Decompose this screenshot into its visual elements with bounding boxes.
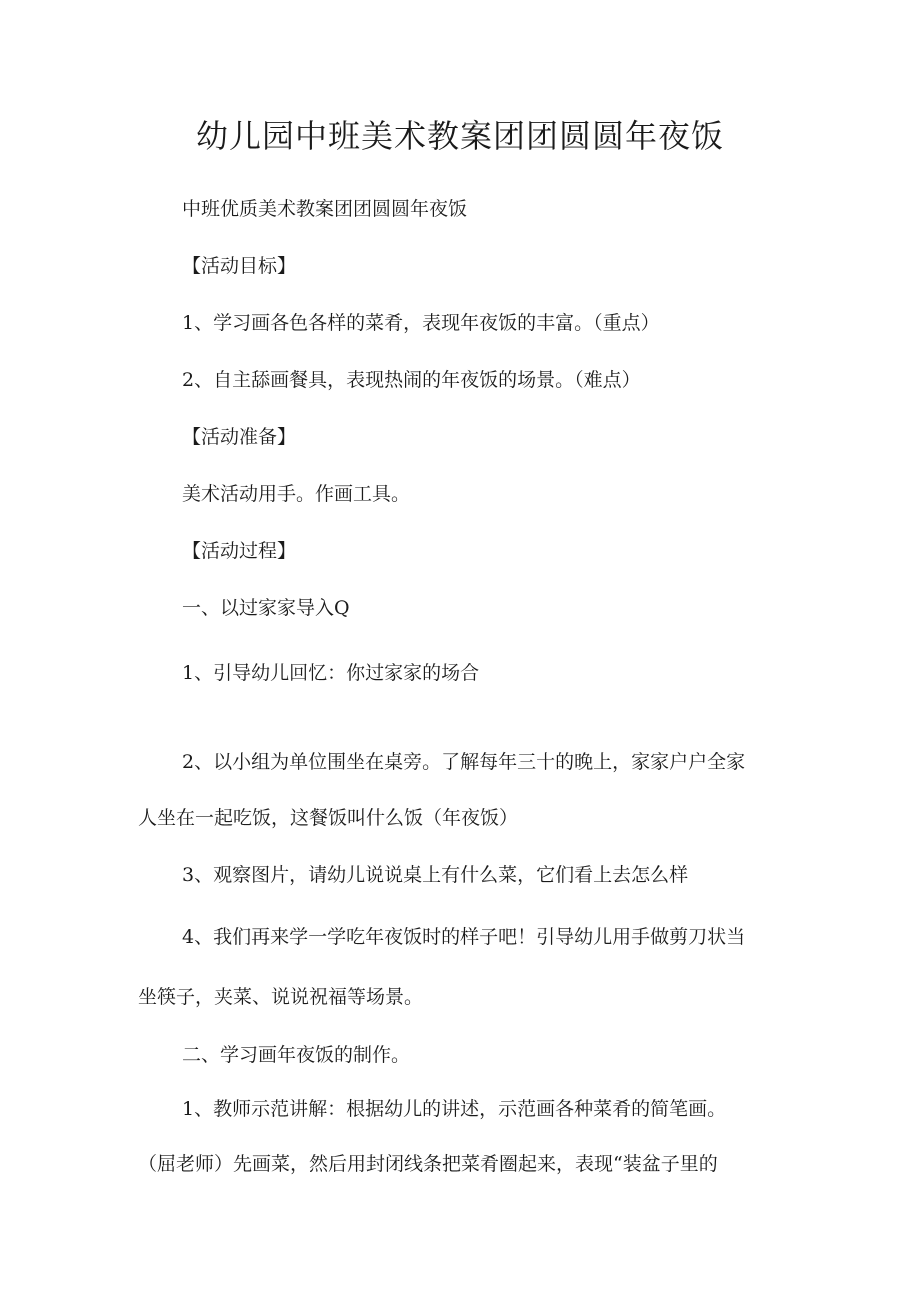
subtitle: 中班优质美术教案团团圆圆年夜饭 bbox=[182, 198, 468, 220]
goal-item-1: 1、学习画各色各样的菜肴，表现年夜饭的丰富。（重点） bbox=[182, 312, 660, 334]
page-title: 幼儿园中班美术教案团团圆圆年夜饭 bbox=[195, 117, 724, 155]
preparation-text: 美术活动用手。作画工具。 bbox=[182, 483, 411, 505]
goal-item-2: 2、自主舔画餐具，表现热闹的年夜饭的场景。（难点） bbox=[182, 369, 641, 391]
process-part-2-heading: 二、学习画年夜饭的制作。 bbox=[182, 1044, 411, 1066]
process-part-1-step-4-line-1: 4、我们再来学一学吃年夜饭时的样子吧！引导幼儿用手做剪刀状当 bbox=[182, 926, 746, 948]
process-part-1-step-2-line-1: 2、以小组为单位围坐在桌旁。了解每年三十的晚上，家家户户全家 bbox=[182, 751, 746, 773]
process-part-2-step-1-line-1: 1、教师示范讲解：根据幼儿的讲述，示范画各种菜肴的简笔画。 bbox=[182, 1098, 727, 1120]
process-part-1-step-4-line-2: 坐筷子，夹菜、说说祝福等场景。 bbox=[138, 986, 424, 1008]
section-heading-process: 【活动过程】 bbox=[182, 540, 297, 562]
process-part-1-heading: 一、以过家家导入Q bbox=[182, 597, 350, 619]
section-heading-goals: 【活动目标】 bbox=[182, 255, 297, 277]
process-part-1-step-3: 3、观察图片，请幼儿说说桌上有什么菜，它们看上去怎么样 bbox=[182, 864, 689, 886]
process-part-1-step-2-line-2: 人坐在一起吃饭，这餐饭叫什么饭（年夜饭） bbox=[138, 807, 519, 829]
section-heading-preparation: 【活动准备】 bbox=[182, 426, 297, 448]
process-part-1-step-1: 1、引导幼儿回忆：你过家家的场合 bbox=[182, 662, 480, 684]
process-part-2-step-1-line-2: （屈老师）先画菜，然后用封闭线条把菜肴圈起来，表现“装盆子里的 bbox=[138, 1153, 718, 1175]
